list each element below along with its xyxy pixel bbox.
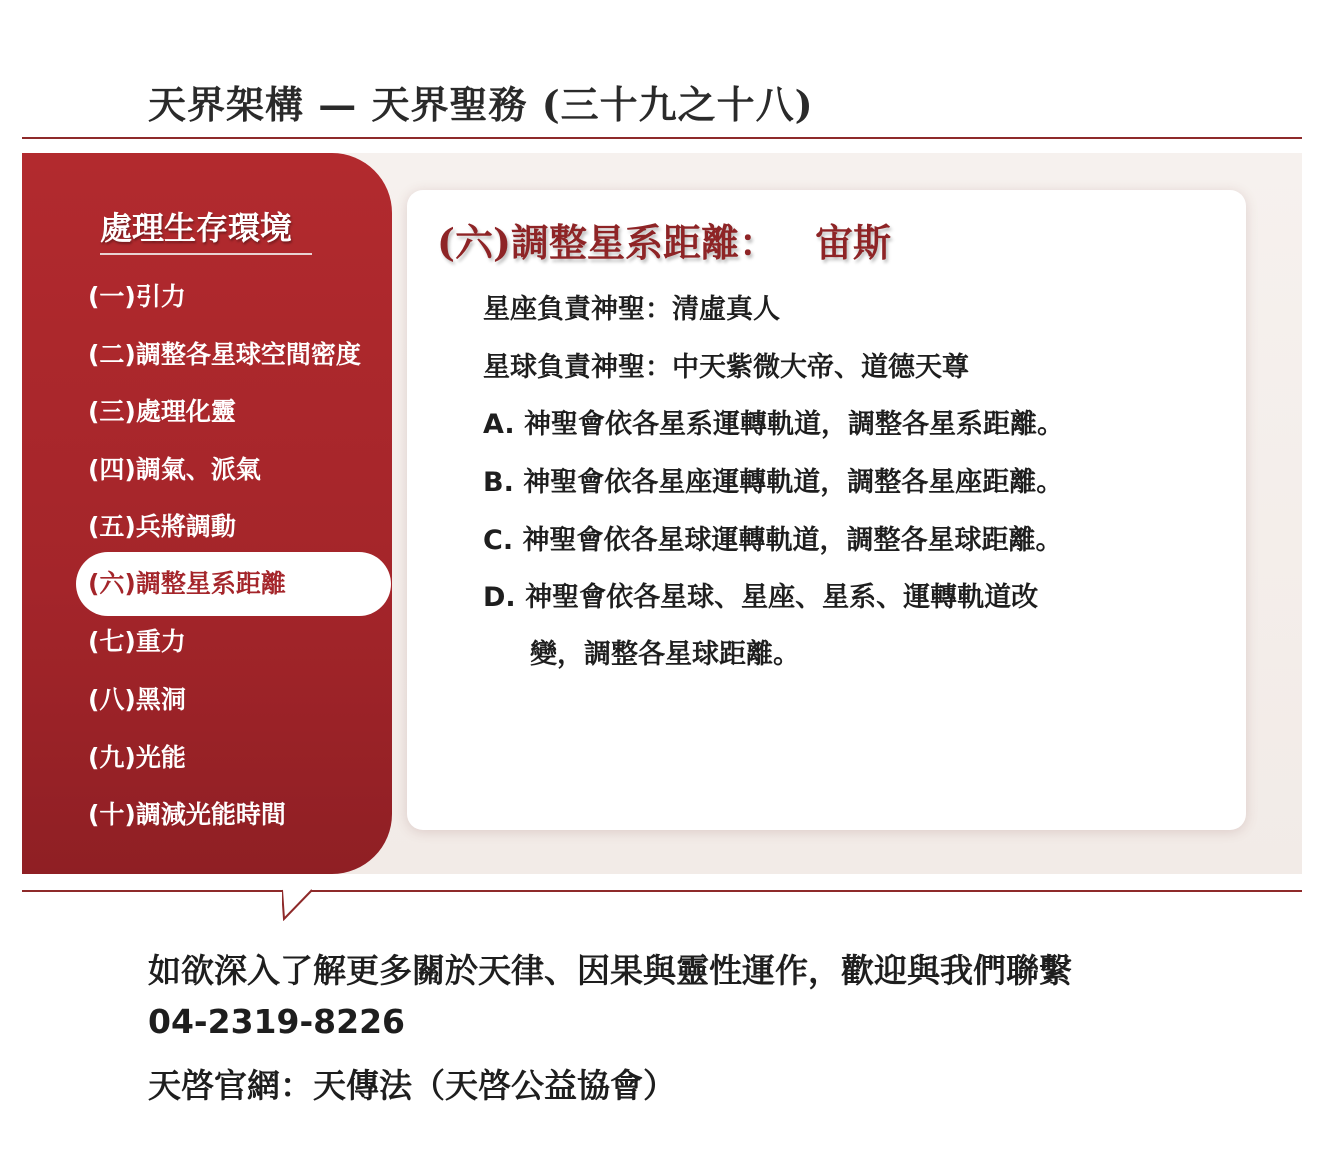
- sidebar-item-gravitation[interactable]: (一)引力: [88, 282, 186, 311]
- bottom-divider: [22, 890, 1302, 892]
- item-b: B. 神聖會依各星座運轉軌道，調整各星座距離。: [483, 467, 1064, 498]
- top-divider: [22, 137, 1302, 139]
- sidebar-item-galaxy-distance[interactable]: (六)調整星系距離: [76, 552, 391, 616]
- sidebar-item-troop-deployment[interactable]: (五)兵將調動: [88, 512, 236, 541]
- sidebar-item-qi-dispatch[interactable]: (四)調氣、派氣: [88, 455, 261, 484]
- sidebar-item-black-hole[interactable]: (八)黑洞: [88, 685, 186, 714]
- item-d: D. 神聖會依各星球、星座、星系、運轉軌道改: [483, 582, 1039, 613]
- phone-number[interactable]: 04-2319-8226: [148, 1002, 406, 1041]
- contact-text: 如欲深入了解更多關於天律、因果與靈性運作，歡迎與我們聯繫: [148, 951, 1072, 990]
- section-heading: [437, 212, 891, 267]
- item-a: A. 神聖會依各星系運轉軌道，調整各星系距離。: [483, 409, 1065, 440]
- sidebar-item-gravity[interactable]: (七)重力: [88, 627, 186, 656]
- sidebar-item-spirit-transformation[interactable]: (三)處理化靈: [88, 397, 236, 426]
- speech-notch-icon: [282, 889, 312, 921]
- section-heading-text: (六)調整星系距離：: [437, 220, 777, 265]
- item-c: C. 神聖會依各星球運轉軌道，調整各星球距離。: [483, 525, 1063, 556]
- sidebar-title: 處理生存環境: [100, 203, 312, 255]
- planet-deity-line: 星球負責神聖：中天紫微大帝、道德天尊: [483, 352, 969, 383]
- item-d-continuation: 變，調整各星球距離。: [530, 639, 800, 670]
- constellation-deity-line: 星座負責神聖：清虛真人: [483, 294, 780, 325]
- content-card: [407, 190, 1246, 830]
- page-title: 天界架構 — 天界聖務 (三十九之十八): [148, 82, 814, 127]
- sidebar-item-planet-density[interactable]: (二)調整各星球空間密度: [88, 340, 361, 369]
- sidebar-item-light-time[interactable]: (十)調減光能時間: [88, 800, 286, 829]
- sidebar-item-light-energy[interactable]: (九)光能: [88, 743, 186, 772]
- website-text[interactable]: 天啓官網：天傳法（天啓公益協會）: [148, 1066, 676, 1105]
- section-deity: 宙斯: [814, 220, 891, 265]
